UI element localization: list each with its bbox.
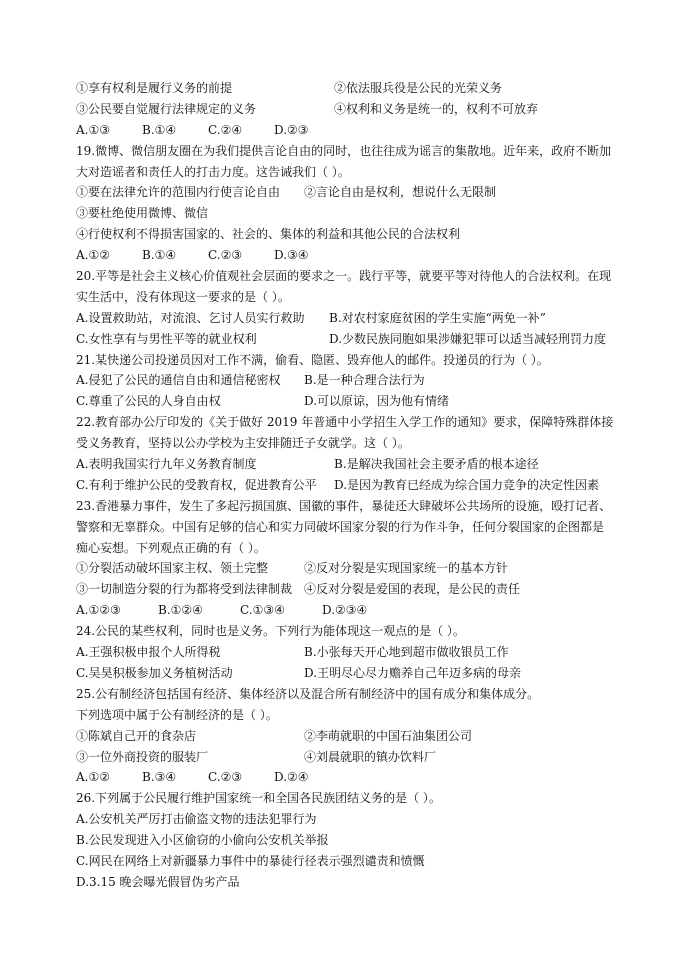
q25-option-3: ③一位外商投资的服装厂 <box>76 749 209 764</box>
q21-option-c: C.尊重了公民的人身自由权 <box>76 394 221 409</box>
q18-choice-b: B.①④ <box>142 122 177 137</box>
q25-stem-line-1: 25.公有制经济包括国有经济、集体经济以及混合所有制经济中的国有成分和集体成分。 <box>76 686 540 701</box>
q23-choice-b: B.①②④ <box>158 603 203 618</box>
q25-options-row-1 <box>76 726 616 747</box>
q26-option-d: D.3.15 晚会曝光假冒伪劣产品 <box>76 874 240 889</box>
q23-choice-d: D.②③④ <box>322 603 368 618</box>
q24-stem: 24.公民的某些权利，同时也是义务。下列行为能体现这一观点的是（ ）。 <box>76 624 465 639</box>
q20-option-a: A.设置救助站，对流浪、乞讨人员实行救助 <box>76 310 305 325</box>
q24-option-b: B.小张每天开心地到超市做收银员工作 <box>304 645 509 660</box>
q21-stem: 21.某快递公司投递员因对工作不满，偷看、隐匿、毁弃他人的邮件。投递员的行为（ ）。 <box>76 352 549 367</box>
q21-option-a: A.侵犯了公民的通信自由和通信秘密权 <box>76 373 281 388</box>
q24-options-row-1 <box>76 642 616 663</box>
q19-stem-line-1: 19.微博、微信朋友圈在为我们提供言论自由的同时，也往往成为谣言的集散地。近年来，政府不断加 <box>76 143 612 158</box>
q20-option-d: D.少数民族同胞如果涉嫌犯罪可以适当减轻刑罚力度 <box>329 331 607 346</box>
q18-option-3: ③公民要自觉履行法律规定的义务 <box>76 101 257 116</box>
q22-option-c: C.有利于维护公民的受教育权，促进教育公平 <box>76 477 317 492</box>
q20-stem-line-1: 20.平等是社会主义核心价值观社会层面的要求之一。践行平等，就要平等对待他人的合法权利。在现 <box>76 269 612 284</box>
q25-choice-b: B.③④ <box>142 770 177 785</box>
q22-options-row-1 <box>76 454 616 475</box>
q23-stem-line-3: 痴心妄想。下列观点正确的有（ ）。 <box>76 540 266 555</box>
q22-option-b: B.是解决我国社会主要矛盾的根本途径 <box>334 457 539 472</box>
q25-choice-d: D.②④ <box>274 770 309 785</box>
q23-option-3: ③一切制造分裂的行为都将受到法律制裁 <box>76 582 293 597</box>
exam-page <box>76 78 616 893</box>
q19-stem-line-2: 大对造谣者和责任人的打击力度。这告诫我们（ ）。 <box>76 164 350 179</box>
q19-options-row-1 <box>76 182 616 203</box>
q18-option-2: ②依法服兵役是公民的光荣义务 <box>334 81 503 95</box>
q19-choice-c: C.②③ <box>208 248 243 263</box>
q26-option-a: A.公安机关严厉打击偷盗文物的违法犯罪行为 <box>76 812 317 827</box>
q20-options-row-1 <box>76 308 616 329</box>
q20-options-row-2 <box>76 329 616 350</box>
q18-option-4: ④权利和义务是统一的，权利不可放弃 <box>334 101 539 116</box>
q20-stem-line-2: 实生活中，没有体现这一要求的是（ ）。 <box>76 289 290 304</box>
q18-choice-d: D.②③ <box>274 122 309 137</box>
q24-option-c: C.吴昊积极参加义务植树活动 <box>76 665 233 680</box>
q23-option-1: ①分裂活动破坏国家主权、领土完整 <box>76 561 269 576</box>
q22-stem-line-2: 受义务教育，坚持以公办学校为主安排随迁子女就学。这（ ）。 <box>76 436 410 451</box>
q25-option-4: ④刘晨就职的镇办饮料厂 <box>304 749 437 764</box>
q25-option-1: ①陈斌自己开的食杂店 <box>76 728 197 743</box>
q21-option-d: D.可以原谅，因为他有情绪 <box>304 394 450 409</box>
q23-option-2: ②反对分裂是实现国家统一的基本方针 <box>304 561 509 576</box>
q25-choice-c: C.②③ <box>208 770 243 785</box>
q23-options-row-2 <box>76 579 616 600</box>
q19-option-1: ①要在法律允许的范围内行使言论自由 <box>76 185 281 200</box>
q18-choices <box>76 120 616 141</box>
q22-option-a: A.表明我国实行九年义务教育制度 <box>76 457 257 472</box>
q23-choice-a: A.①②③ <box>76 603 121 618</box>
q23-stem-line-1: 23.香港暴力事件，发生了多起污损国旗、国徽的事件，暴徒还大肆破坏公共场所的设施，殴打记者、 <box>76 498 612 513</box>
q26-option-b: B.公民发现进入小区偷窃的小偷向公安机关举报 <box>76 833 329 848</box>
q18-options-row-1 <box>76 78 616 99</box>
q26-stem: 26.下列属于公民履行维护国家统一和全国各民族团结义务的是（ ）。 <box>76 791 441 806</box>
q25-option-2: ②李萌就职的中国石油集团公司 <box>304 728 473 743</box>
q23-options-row-1 <box>76 558 616 579</box>
q19-option-3: ③要杜绝使用微博、微信 <box>76 206 209 221</box>
q23-option-4: ④反对分裂是爱国的表现，是公民的责任 <box>304 582 521 597</box>
q18-option-1: ①享有权利是履行义务的前提 <box>76 81 233 95</box>
q20-option-b: B.对农村家庭贫困的学生实施“两免一补” <box>329 310 546 325</box>
q18-choice-c: C.②④ <box>208 122 243 137</box>
q18-choice-a: A.①③ <box>76 122 110 137</box>
q19-option-2: ②言论自由是权利，想说什么无限制 <box>304 185 497 200</box>
q24-options-row-2 <box>76 663 616 684</box>
q19-choice-a: A.①② <box>76 248 110 263</box>
q18-options-row-2 <box>76 99 616 120</box>
q19-choice-d: D.③④ <box>274 248 309 263</box>
q24-option-a: A.王强积极申报个人所得税 <box>76 645 221 660</box>
q25-choice-a: A.①② <box>76 770 110 785</box>
q22-stem-line-1: 22.教育部办公厅印发的《关于做好 2019 年普通中小学招生入学工作的通知》要求，保障特殊群体接 <box>76 415 614 430</box>
q25-choices <box>76 767 616 788</box>
q25-options-row-2 <box>76 747 616 768</box>
q23-choice-c: C.①③④ <box>240 603 285 618</box>
q21-option-b: B.是一种合理合法行为 <box>304 373 425 388</box>
q22-option-d: D.是因为教育已经成为综合国力竞争的决定性因素 <box>334 477 600 492</box>
q24-option-d: D.王明尽心尽力赡养自己年迈多病的母亲 <box>304 665 522 680</box>
q19-choices <box>76 245 616 266</box>
q23-choices <box>76 600 616 621</box>
q20-option-c: C.女性享有与男性平等的就业权利 <box>76 331 257 346</box>
q22-options-row-2 <box>76 475 616 496</box>
q21-options-row-2 <box>76 391 616 412</box>
q19-option-4: ④行使权利不得损害国家的、社会的、集体的利益和其他公民的合法权利 <box>76 227 461 242</box>
q26-option-c: C.网民在网络上对新疆暴力事件中的暴徒行径表示强烈谴责和愤慨 <box>76 853 425 868</box>
q21-options-row-1 <box>76 370 616 391</box>
q19-choice-b: B.①④ <box>142 248 177 263</box>
q25-stem-line-2: 下列选项中属于公有制经济的是（ ）。 <box>76 707 278 722</box>
q23-stem-line-2: 警察和无辜群众。中国有足够的信心和实力同破坏国家分裂的行为作斗争，任何分裂国家的企图都是 <box>76 519 605 534</box>
